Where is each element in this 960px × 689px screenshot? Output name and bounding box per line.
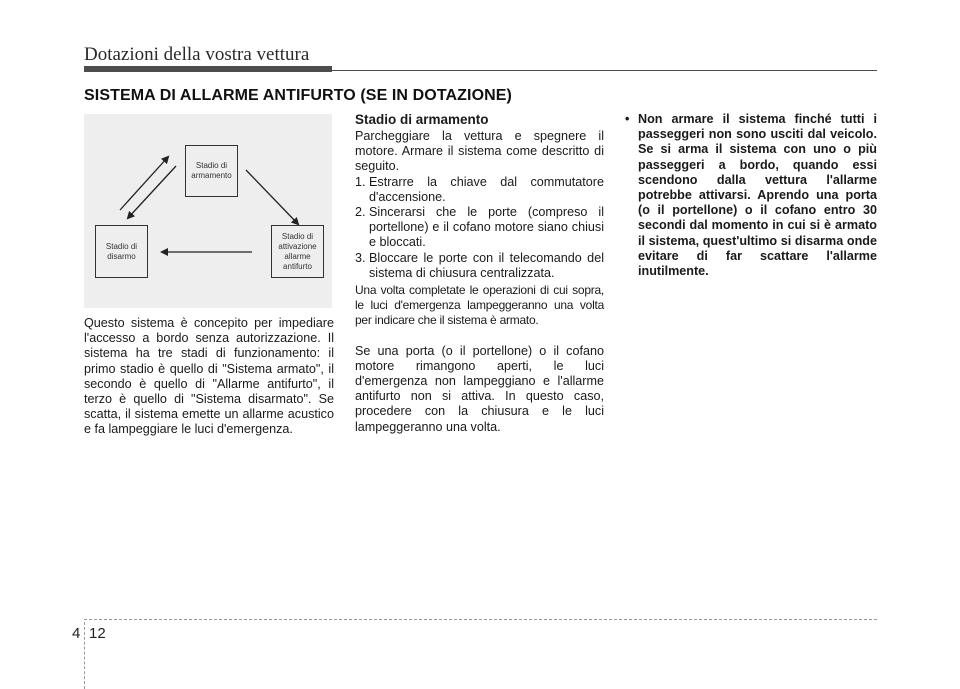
stage-armed-label: Stadio di armamento — [191, 161, 232, 180]
alarm-stage-diagram — [84, 114, 332, 308]
step-text: Estrarre la chiave dal commutatore d'accensione. — [369, 174, 604, 204]
section-title: SISTEMA DI ALLARME ANTIFURTO (SE IN DOTAZIONE) — [84, 87, 512, 104]
warning-column — [625, 112, 877, 279]
step-text: Sincerarsi che le porte (compreso il portellone) e il cofano motore siano chiusi e bloccati. — [369, 205, 604, 250]
bullet-icon: • — [625, 112, 630, 126]
stage-alarm-label: Stadio di attivazione allarme antifurto — [278, 231, 317, 271]
arming-steps — [355, 175, 604, 281]
arrow-disarm-to-armed — [120, 157, 168, 210]
stage-disarmed-box — [95, 225, 148, 278]
arming-step — [355, 175, 604, 205]
header-bar — [84, 66, 332, 72]
footer-rule — [84, 619, 877, 620]
warning-bullet-item — [625, 112, 877, 279]
arming-note: Una volta completate le operazioni di cui sopra, le luci d'emergenza lampeggeranno una volta per indicare che il sistema è armato. — [355, 283, 604, 328]
diagram-arrows — [84, 114, 332, 308]
warning-text: Non armare il sistema finché tutti i passeggeri non sono usciti dal veicolo. Se si arma il sistema con uno o più passeggeri a bordo, quando essi scendono dalla vettura l'allarme potrebbe attivarsi. Aprendo una porta (o il portellone) o il cofano entro 30 secondi dal momento in cui si è armato il sistema, quest'ultimo si disarma onde evitare di far scattare l'allarme inutilmente. — [638, 112, 877, 279]
step-number: 2. — [355, 205, 366, 220]
header-rule — [332, 70, 877, 71]
stage-disarmed-label: Stadio di disarmo — [105, 241, 138, 261]
arming-intro: Parcheggiare la vettura e spegnere il motore. Armare il sistema come descritto di seguito. — [355, 129, 604, 174]
step-text: Bloccare le porte con il telecomando del sistema di chiusura centralizzata. — [369, 250, 604, 280]
arrow-armed-to-alarm — [246, 170, 298, 224]
stage-armed-box — [185, 145, 238, 197]
intro-column — [84, 316, 334, 438]
footer-divider — [84, 622, 85, 689]
step-number: 1. — [355, 174, 366, 189]
arming-heading: Stadio di armamento — [355, 112, 489, 127]
arming-step — [355, 205, 604, 251]
stage-alarm-box — [271, 225, 324, 278]
page-number: 12 — [89, 625, 106, 642]
intro-paragraph: Questo sistema è concepito per impediare l'accesso a bordo senza autorizzazione. Il sistema ha tre stadi di funzionamento: il primo stadio è quello di "Sistema armato", il secondo è quello di "Allarme antifurto", il terzo è quello di "Sistema disarmato". Se scatta, il sistema emette un allarme acustico e fa lampeggiare le luci d'emergenza. — [84, 316, 334, 437]
step-number: 3. — [355, 250, 366, 265]
arming-column — [355, 112, 604, 435]
chapter-number: 4 — [72, 625, 81, 642]
running-header: Dotazioni della vostra vettura — [84, 44, 310, 65]
arming-open-door-paragraph: Se una porta (o il portellone) o il cofano motore rimangono aperti, le luci d'emergenza non lampeggiano e l'allarme antifurto non si attiva. In questo caso, procedere con la chiusura e le luci lampeggeranno una volta. — [355, 343, 604, 434]
arming-step — [355, 251, 604, 281]
